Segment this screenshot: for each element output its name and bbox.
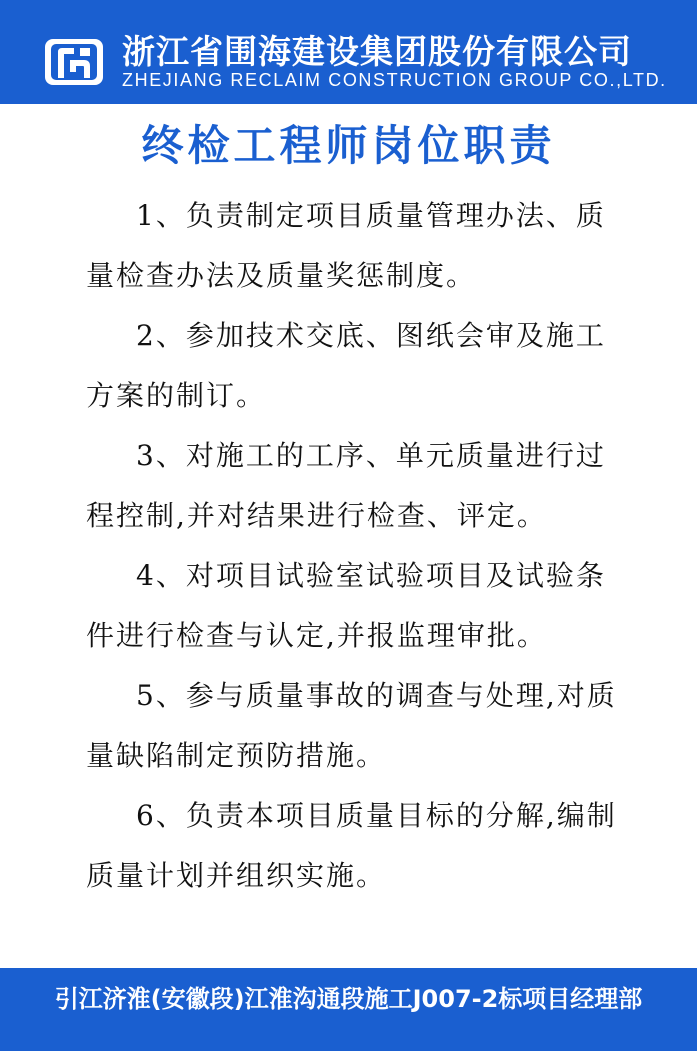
- duty-item-6: 6、负责本项目质量目标的分解,编制质量计划并组织实施。: [86, 799, 617, 892]
- duty-item-4: 4、对项目试验室试验项目及试验条件进行检查与认定,并报监理审批。: [86, 559, 606, 652]
- duty-item-3: 3、对施工的工序、单元质量进行过程控制,并对结果进行检查、评定。: [86, 439, 606, 532]
- duty-item-1: 1、负责制定项目质量管理办法、质量检查办法及质量奖惩制度。: [86, 199, 606, 292]
- duty-list: [86, 186, 620, 906]
- company-name-chinese: 浙江省围海建设集团股份有限公司: [122, 32, 632, 71]
- company-name-english: ZHEJIANG RECLAIM CONSTRUCTION GROUP CO.,LTD.: [122, 70, 667, 90]
- footer-banner: [0, 968, 697, 1051]
- project-department-label: 引江济淮(安徽段)江淮沟通段施工J007-2标项目经理部: [54, 985, 643, 1013]
- duty-item-2: 2、参加技术交底、图纸会审及施工方案的制订。: [86, 319, 606, 412]
- header-banner: [0, 0, 697, 104]
- company-logo-icon: [44, 38, 104, 86]
- page-title: 终检工程师岗位职责: [141, 121, 556, 170]
- duty-item-5: 5、参与质量事故的调查与处理,对质量缺陷制定预防措施。: [86, 679, 617, 772]
